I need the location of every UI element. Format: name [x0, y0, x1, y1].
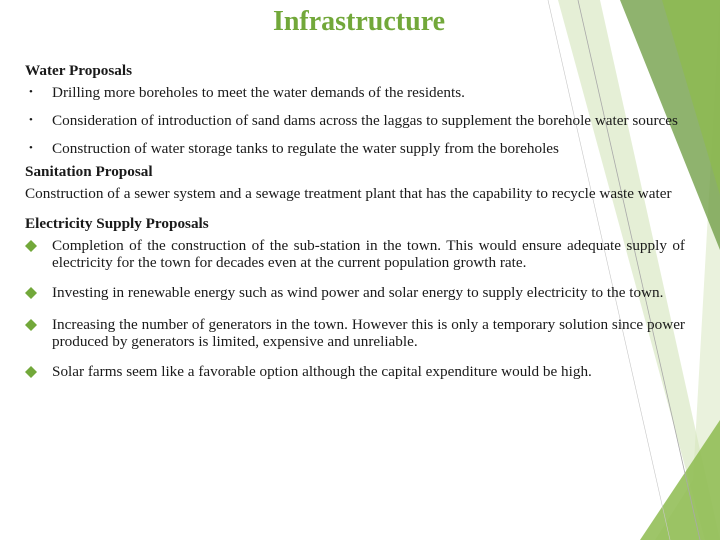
sanitation-proposal-heading: Sanitation Proposal: [25, 163, 153, 180]
list-item-text: Construction of water storage tanks to regulate the water supply from the boreholes: [52, 140, 559, 157]
green-diamond-bullet-icon: [25, 284, 52, 303]
list-item-text: Drilling more boreholes to meet the water demands of the residents.: [52, 84, 465, 101]
list-item: [25, 316, 685, 350]
electricity-proposals-list: [25, 237, 685, 382]
small-round-bullet-icon: •: [29, 142, 33, 154]
green-diamond-bullet-icon: [25, 237, 52, 256]
list-item: [25, 363, 685, 382]
green-diamond-bullet-icon: [25, 316, 52, 335]
list-item-text: Increasing the number of generators in the town. However this is only a temporary solution since power produced by generators is limited, expensive and unreliable.: [52, 316, 685, 350]
water-proposals-heading: Water Proposals: [25, 62, 133, 79]
slide-title: Infrastructure: [272, 6, 446, 37]
green-diamond-bullet-icon: [25, 363, 52, 382]
sanitation-proposal-text: Construction of a sewer system and a sewage treatment plant that has the capability to recycle waste water: [25, 185, 672, 202]
electricity-proposals-heading: Electricity Supply Proposals: [25, 215, 209, 232]
list-item-text: Solar farms seem like a favorable option although the capital expenditure would be high.: [52, 363, 592, 380]
slide-content: [25, 62, 685, 395]
list-item: [25, 237, 685, 271]
list-item-text: Completion of the construction of the sub-station in the town. This would ensure adequate supply of electricity for the town for decades even at the current population growth rate.: [52, 237, 685, 271]
list-item: [25, 140, 685, 157]
small-round-bullet-icon: •: [29, 114, 33, 126]
list-item-text: Investing in renewable energy such as wind power and solar energy to supply electricity to the town.: [52, 284, 664, 301]
water-proposals-list: [25, 84, 685, 157]
list-item: [25, 84, 685, 101]
list-item: [25, 284, 685, 303]
list-item-text: Consideration of introduction of sand dams across the laggas to supplement the borehole water sources: [52, 112, 678, 129]
list-item: [25, 112, 685, 129]
small-round-bullet-icon: •: [29, 86, 33, 98]
